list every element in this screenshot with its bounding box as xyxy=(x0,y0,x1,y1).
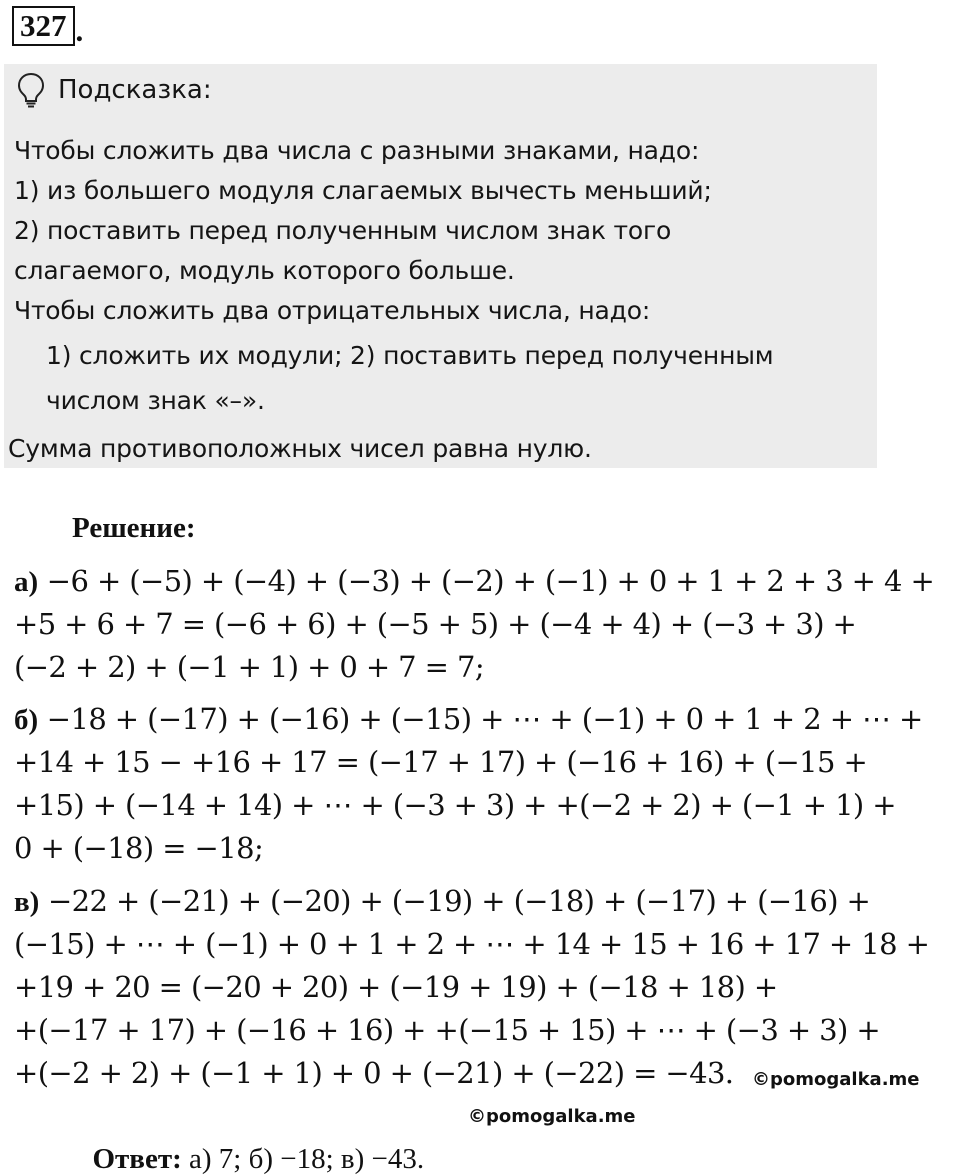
solution-b-line-2: +14 + 15 − +16 + 17 = (−17 + 17) + (−16 + 16) + (−15 + xyxy=(14,745,868,779)
problem-number-box: 327 xyxy=(12,6,75,46)
lightbulb-icon xyxy=(16,72,46,108)
solution-c-line-1 xyxy=(14,884,870,919)
solution-b-line-4: 0 + (−18) = −18; xyxy=(14,831,264,865)
hint-line: 1) сложить их модули; 2) поставить перед полученным xyxy=(46,341,774,370)
answer xyxy=(78,1110,424,1176)
solution-b-expr: −18 + (−17) + (−16) + (−15) + ⋯ + (−1) + 0 + 1 + 2 + ⋯ + xyxy=(38,702,923,736)
answer-label: Ответ: xyxy=(92,1143,182,1175)
hint-line: 1) из большего модуля слагаемых вычесть меньший; xyxy=(14,176,712,205)
problem-number-dot: . xyxy=(75,13,84,48)
solution-a-expr: −6 + (−5) + (−4) + (−3) + (−2) + (−1) + 0 + 1 + 2 + 3 + 4 + xyxy=(38,564,935,598)
hint-line: Сумма противоположных чисел равна нулю. xyxy=(8,434,592,463)
solution-c-line-2: (−15) + ⋯ + (−1) + 0 + 1 + 2 + ⋯ + 14 + 15 + 16 + 17 + 18 + xyxy=(14,927,930,961)
solution-a-line-2: +5 + 6 + 7 = (−6 + 6) + (−5 + 5) + (−4 + 4) + (−3 + 3) + xyxy=(14,607,857,641)
hint-line: числом знак «–». xyxy=(46,386,265,415)
solution-a-label: а) xyxy=(14,566,39,598)
hint-line: Чтобы сложить два числа с разными знаками, надо: xyxy=(14,136,700,165)
solution-c-line-3: +19 + 20 = (−20 + 20) + (−19 + 19) + (−18 + 18) + xyxy=(14,970,778,1004)
hint-line: слагаемого, модуль которого больше. xyxy=(14,256,515,285)
solution-a-line-1 xyxy=(14,564,934,599)
watermark: ©pomogalka.me xyxy=(468,1106,636,1127)
answer-text: а) 7; б) −18; в) −43. xyxy=(181,1143,425,1175)
solution-b-label: б) xyxy=(14,704,39,736)
solution-c-expr: −22 + (−21) + (−20) + (−19) + (−18) + (−17) + (−16) + xyxy=(39,884,871,918)
hint-line: Чтобы сложить два отрицательных числа, надо: xyxy=(14,296,651,325)
solution-c-line-4: +(−17 + 17) + (−16 + 16) + +(−15 + 15) + ⋯ + (−3 + 3) + xyxy=(14,1013,881,1047)
watermark: ©pomogalka.me xyxy=(752,1069,920,1090)
hint-header xyxy=(16,72,212,108)
problem-number xyxy=(12,6,83,46)
solution-b-line-3: +15) + (−14 + 14) + ⋯ + (−3 + 3) + +(−2 + 2) + (−1 + 1) + xyxy=(14,788,896,822)
solution-b-line-1 xyxy=(14,702,923,737)
solution-c-label: в) xyxy=(14,886,40,918)
hint-title: Подсказка: xyxy=(58,75,212,105)
hint-box xyxy=(4,64,877,468)
solution-c-line-5: +(−2 + 2) + (−1 + 1) + 0 + (−21) + (−22) = −43. xyxy=(14,1056,734,1090)
hint-line: 2) поставить перед полученным числом знак того xyxy=(14,216,672,245)
solution-title: Решение: xyxy=(72,512,196,544)
solution-a-line-3: (−2 + 2) + (−1 + 1) + 0 + 7 = 7; xyxy=(14,650,484,684)
